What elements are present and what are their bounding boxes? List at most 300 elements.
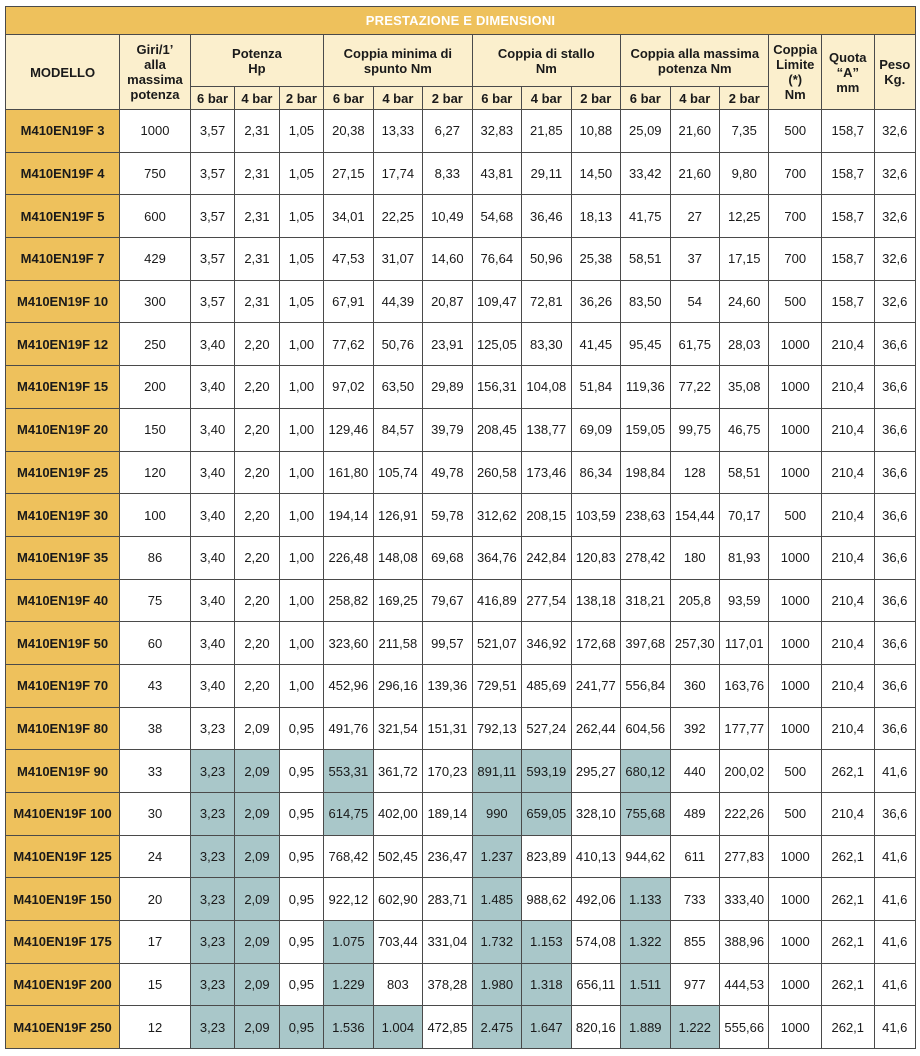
cell-stall-4bar: 277,54 xyxy=(522,579,571,622)
cell-model: M410EN19F 12 xyxy=(6,323,120,366)
cell-hp-6bar: 3,23 xyxy=(190,750,234,793)
cell-min-2bar: 14,60 xyxy=(423,238,472,281)
cell-max-4bar: 180 xyxy=(670,536,719,579)
cell-max-6bar: 1.889 xyxy=(621,1006,670,1049)
cell-stall-4bar: 1.647 xyxy=(522,1006,571,1049)
cell-min-2bar: 170,23 xyxy=(423,750,472,793)
cell-max-4bar: 205,8 xyxy=(670,579,719,622)
cell-stall-6bar: 1.485 xyxy=(472,878,521,921)
cell-peso: 36,6 xyxy=(874,408,915,451)
table-row xyxy=(6,579,916,622)
cell-max-2bar: 555,66 xyxy=(720,1006,769,1049)
cell-min-4bar: 84,57 xyxy=(373,408,422,451)
cell-hp-6bar: 3,23 xyxy=(190,707,234,750)
cell-max-6bar: 556,84 xyxy=(621,664,670,707)
cell-coppia-limite: 500 xyxy=(769,110,822,153)
cell-quota: 158,7 xyxy=(822,195,875,238)
cell-hp-2bar: 1,05 xyxy=(279,110,323,153)
cell-coppia-limite: 1000 xyxy=(769,878,822,921)
cell-min-4bar: 17,74 xyxy=(373,152,422,195)
cell-stall-2bar: 492,06 xyxy=(571,878,620,921)
cell-stall-6bar: 260,58 xyxy=(472,451,521,494)
cell-stall-2bar: 328,10 xyxy=(571,793,620,836)
cell-max-4bar: 1.222 xyxy=(670,1006,719,1049)
cell-model: M410EN19F 4 xyxy=(6,152,120,195)
cell-hp-4bar: 2,20 xyxy=(235,323,279,366)
cell-stall-2bar: 25,38 xyxy=(571,238,620,281)
cell-hp-2bar: 0,95 xyxy=(279,963,323,1006)
cell-max-6bar: 318,21 xyxy=(621,579,670,622)
cell-giri: 300 xyxy=(120,280,191,323)
cell-max-4bar: 360 xyxy=(670,664,719,707)
cell-stall-6bar: 521,07 xyxy=(472,622,521,665)
cell-min-4bar: 321,54 xyxy=(373,707,422,750)
cell-giri: 38 xyxy=(120,707,191,750)
cell-stall-6bar: 1.980 xyxy=(472,963,521,1006)
cell-min-6bar: 323,60 xyxy=(324,622,373,665)
header-pressure: 4 bar xyxy=(235,87,279,110)
cell-model: M410EN19F 50 xyxy=(6,622,120,665)
cell-giri: 30 xyxy=(120,793,191,836)
cell-max-2bar: 222,26 xyxy=(720,793,769,836)
cell-hp-4bar: 2,20 xyxy=(235,408,279,451)
cell-stall-6bar: 792,13 xyxy=(472,707,521,750)
cell-peso: 32,6 xyxy=(874,110,915,153)
cell-peso: 36,6 xyxy=(874,536,915,579)
cell-stall-2bar: 10,88 xyxy=(571,110,620,153)
cell-peso: 32,6 xyxy=(874,280,915,323)
cell-stall-6bar: 109,47 xyxy=(472,280,521,323)
cell-hp-4bar: 2,09 xyxy=(235,835,279,878)
cell-hp-6bar: 3,40 xyxy=(190,366,234,409)
cell-giri: 75 xyxy=(120,579,191,622)
cell-min-2bar: 49,78 xyxy=(423,451,472,494)
cell-stall-6bar: 43,81 xyxy=(472,152,521,195)
cell-model: M410EN19F 250 xyxy=(6,1006,120,1049)
cell-peso: 41,6 xyxy=(874,878,915,921)
cell-peso: 41,6 xyxy=(874,963,915,1006)
cell-max-2bar: 28,03 xyxy=(720,323,769,366)
cell-max-4bar: 154,44 xyxy=(670,494,719,537)
cell-max-4bar: 37 xyxy=(670,238,719,281)
cell-hp-4bar: 2,31 xyxy=(235,280,279,323)
cell-hp-6bar: 3,57 xyxy=(190,195,234,238)
cell-min-2bar: 79,67 xyxy=(423,579,472,622)
cell-model: M410EN19F 15 xyxy=(6,366,120,409)
table-row xyxy=(6,494,916,537)
cell-hp-2bar: 1,00 xyxy=(279,366,323,409)
cell-stall-4bar: 988,62 xyxy=(522,878,571,921)
cell-min-2bar: 6,27 xyxy=(423,110,472,153)
table-row xyxy=(6,366,916,409)
cell-quota: 210,4 xyxy=(822,664,875,707)
cell-giri: 600 xyxy=(120,195,191,238)
cell-min-2bar: 378,28 xyxy=(423,963,472,1006)
cell-quota: 262,1 xyxy=(822,835,875,878)
cell-hp-4bar: 2,09 xyxy=(235,963,279,1006)
cell-hp-6bar: 3,40 xyxy=(190,536,234,579)
table-row xyxy=(6,750,916,793)
cell-stall-4bar: 659,05 xyxy=(522,793,571,836)
cell-peso: 32,6 xyxy=(874,152,915,195)
cell-coppia-limite: 700 xyxy=(769,195,822,238)
cell-min-2bar: 39,79 xyxy=(423,408,472,451)
cell-max-4bar: 855 xyxy=(670,921,719,964)
cell-max-2bar: 177,77 xyxy=(720,707,769,750)
table-row xyxy=(6,536,916,579)
table-row xyxy=(6,451,916,494)
cell-hp-6bar: 3,57 xyxy=(190,110,234,153)
cell-hp-2bar: 0,95 xyxy=(279,878,323,921)
cell-hp-2bar: 1,05 xyxy=(279,238,323,281)
cell-giri: 200 xyxy=(120,366,191,409)
cell-coppia-limite: 1000 xyxy=(769,579,822,622)
cell-coppia-limite: 500 xyxy=(769,793,822,836)
cell-hp-4bar: 2,09 xyxy=(235,750,279,793)
cell-hp-4bar: 2,31 xyxy=(235,238,279,281)
cell-max-2bar: 9,80 xyxy=(720,152,769,195)
cell-stall-6bar: 364,76 xyxy=(472,536,521,579)
header-peso: Peso Kg. xyxy=(874,35,915,110)
cell-quota: 158,7 xyxy=(822,110,875,153)
table-row xyxy=(6,664,916,707)
header-quota: Quota “A” mm xyxy=(822,35,875,110)
cell-hp-4bar: 2,31 xyxy=(235,110,279,153)
cell-stall-4bar: 21,85 xyxy=(522,110,571,153)
cell-hp-6bar: 3,40 xyxy=(190,579,234,622)
cell-model: M410EN19F 30 xyxy=(6,494,120,537)
cell-max-6bar: 397,68 xyxy=(621,622,670,665)
cell-peso: 32,6 xyxy=(874,195,915,238)
cell-stall-2bar: 172,68 xyxy=(571,622,620,665)
cell-giri: 24 xyxy=(120,835,191,878)
cell-max-4bar: 257,30 xyxy=(670,622,719,665)
cell-stall-4bar: 36,46 xyxy=(522,195,571,238)
cell-stall-6bar: 1.237 xyxy=(472,835,521,878)
cell-max-2bar: 444,53 xyxy=(720,963,769,1006)
cell-quota: 210,4 xyxy=(822,494,875,537)
cell-min-6bar: 1.075 xyxy=(324,921,373,964)
cell-min-2bar: 69,68 xyxy=(423,536,472,579)
cell-stall-4bar: 104,08 xyxy=(522,366,571,409)
cell-max-4bar: 21,60 xyxy=(670,110,719,153)
cell-hp-6bar: 3,57 xyxy=(190,280,234,323)
cell-min-6bar: 922,12 xyxy=(324,878,373,921)
cell-hp-6bar: 3,23 xyxy=(190,1006,234,1049)
cell-stall-4bar: 208,15 xyxy=(522,494,571,537)
cell-stall-2bar: 820,16 xyxy=(571,1006,620,1049)
cell-hp-4bar: 2,20 xyxy=(235,622,279,665)
table-row xyxy=(6,921,916,964)
cell-min-2bar: 20,87 xyxy=(423,280,472,323)
cell-stall-4bar: 173,46 xyxy=(522,451,571,494)
cell-giri: 86 xyxy=(120,536,191,579)
cell-stall-2bar: 120,83 xyxy=(571,536,620,579)
cell-max-6bar: 159,05 xyxy=(621,408,670,451)
cell-max-4bar: 61,75 xyxy=(670,323,719,366)
cell-hp-6bar: 3,23 xyxy=(190,878,234,921)
cell-stall-4bar: 823,89 xyxy=(522,835,571,878)
cell-min-4bar: 105,74 xyxy=(373,451,422,494)
cell-stall-2bar: 574,08 xyxy=(571,921,620,964)
cell-coppia-limite: 1000 xyxy=(769,1006,822,1049)
cell-max-4bar: 489 xyxy=(670,793,719,836)
cell-min-4bar: 703,44 xyxy=(373,921,422,964)
cell-peso: 41,6 xyxy=(874,750,915,793)
cell-min-6bar: 27,15 xyxy=(324,152,373,195)
cell-min-2bar: 151,31 xyxy=(423,707,472,750)
cell-quota: 158,7 xyxy=(822,280,875,323)
table-row xyxy=(6,835,916,878)
cell-hp-6bar: 3,40 xyxy=(190,451,234,494)
cell-hp-4bar: 2,20 xyxy=(235,366,279,409)
cell-min-6bar: 129,46 xyxy=(324,408,373,451)
cell-min-4bar: 602,90 xyxy=(373,878,422,921)
cell-max-2bar: 35,08 xyxy=(720,366,769,409)
table-title: PRESTAZIONE E DIMENSIONI xyxy=(6,7,916,35)
cell-hp-6bar: 3,23 xyxy=(190,793,234,836)
table-row xyxy=(6,793,916,836)
cell-max-2bar: 117,01 xyxy=(720,622,769,665)
cell-hp-2bar: 1,05 xyxy=(279,152,323,195)
cell-min-2bar: 29,89 xyxy=(423,366,472,409)
cell-model: M410EN19F 175 xyxy=(6,921,120,964)
cell-max-6bar: 58,51 xyxy=(621,238,670,281)
cell-coppia-limite: 500 xyxy=(769,280,822,323)
cell-model: M410EN19F 90 xyxy=(6,750,120,793)
cell-hp-2bar: 0,95 xyxy=(279,835,323,878)
cell-stall-2bar: 86,34 xyxy=(571,451,620,494)
table-row xyxy=(6,323,916,366)
header-giri: Giri/1’ alla massima potenza xyxy=(120,35,191,110)
table-body xyxy=(6,110,916,1049)
header-potenza: Potenza Hp xyxy=(190,35,323,87)
cell-hp-4bar: 2,09 xyxy=(235,878,279,921)
cell-model: M410EN19F 40 xyxy=(6,579,120,622)
cell-hp-4bar: 2,20 xyxy=(235,536,279,579)
cell-hp-6bar: 3,23 xyxy=(190,921,234,964)
cell-hp-4bar: 2,20 xyxy=(235,494,279,537)
cell-max-4bar: 54 xyxy=(670,280,719,323)
cell-peso: 36,6 xyxy=(874,793,915,836)
header-coppia-limite: Coppia Limite (*) Nm xyxy=(769,35,822,110)
cell-stall-2bar: 656,11 xyxy=(571,963,620,1006)
cell-model: M410EN19F 25 xyxy=(6,451,120,494)
cell-hp-2bar: 1,00 xyxy=(279,323,323,366)
cell-min-4bar: 296,16 xyxy=(373,664,422,707)
cell-max-6bar: 680,12 xyxy=(621,750,670,793)
cell-giri: 15 xyxy=(120,963,191,1006)
cell-coppia-limite: 500 xyxy=(769,750,822,793)
table-row xyxy=(6,1006,916,1049)
cell-stall-2bar: 410,13 xyxy=(571,835,620,878)
cell-stall-6bar: 990 xyxy=(472,793,521,836)
cell-min-6bar: 226,48 xyxy=(324,536,373,579)
cell-min-6bar: 97,02 xyxy=(324,366,373,409)
cell-max-2bar: 58,51 xyxy=(720,451,769,494)
cell-peso: 41,6 xyxy=(874,921,915,964)
cell-giri: 100 xyxy=(120,494,191,537)
cell-model: M410EN19F 150 xyxy=(6,878,120,921)
cell-min-2bar: 236,47 xyxy=(423,835,472,878)
header-pressure: 4 bar xyxy=(522,87,571,110)
cell-max-4bar: 77,22 xyxy=(670,366,719,409)
cell-min-6bar: 194,14 xyxy=(324,494,373,537)
cell-max-6bar: 944,62 xyxy=(621,835,670,878)
cell-stall-6bar: 76,64 xyxy=(472,238,521,281)
cell-min-6bar: 614,75 xyxy=(324,793,373,836)
cell-max-6bar: 1.511 xyxy=(621,963,670,1006)
cell-quota: 262,1 xyxy=(822,750,875,793)
cell-stall-6bar: 312,62 xyxy=(472,494,521,537)
cell-min-4bar: 148,08 xyxy=(373,536,422,579)
cell-stall-6bar: 2.475 xyxy=(472,1006,521,1049)
cell-max-4bar: 977 xyxy=(670,963,719,1006)
cell-min-2bar: 331,04 xyxy=(423,921,472,964)
cell-hp-2bar: 1,00 xyxy=(279,664,323,707)
cell-min-6bar: 768,42 xyxy=(324,835,373,878)
cell-giri: 20 xyxy=(120,878,191,921)
cell-hp-6bar: 3,57 xyxy=(190,152,234,195)
cell-giri: 250 xyxy=(120,323,191,366)
cell-quota: 210,4 xyxy=(822,323,875,366)
cell-quota: 262,1 xyxy=(822,963,875,1006)
cell-giri: 12 xyxy=(120,1006,191,1049)
cell-peso: 36,6 xyxy=(874,707,915,750)
cell-max-2bar: 70,17 xyxy=(720,494,769,537)
cell-coppia-limite: 1000 xyxy=(769,451,822,494)
cell-min-2bar: 283,71 xyxy=(423,878,472,921)
cell-model: M410EN19F 200 xyxy=(6,963,120,1006)
cell-min-4bar: 44,39 xyxy=(373,280,422,323)
cell-coppia-limite: 1000 xyxy=(769,664,822,707)
cell-quota: 262,1 xyxy=(822,878,875,921)
table-row xyxy=(6,110,916,153)
cell-quota: 158,7 xyxy=(822,238,875,281)
cell-hp-6bar: 3,57 xyxy=(190,238,234,281)
cell-hp-2bar: 1,00 xyxy=(279,494,323,537)
cell-hp-2bar: 1,00 xyxy=(279,408,323,451)
cell-stall-6bar: 208,45 xyxy=(472,408,521,451)
cell-stall-4bar: 242,84 xyxy=(522,536,571,579)
table-row xyxy=(6,238,916,281)
cell-coppia-limite: 1000 xyxy=(769,707,822,750)
cell-giri: 60 xyxy=(120,622,191,665)
cell-quota: 210,4 xyxy=(822,707,875,750)
cell-max-2bar: 81,93 xyxy=(720,536,769,579)
cell-coppia-limite: 1000 xyxy=(769,366,822,409)
header-pressure: 2 bar xyxy=(423,87,472,110)
cell-min-2bar: 23,91 xyxy=(423,323,472,366)
cell-min-4bar: 402,00 xyxy=(373,793,422,836)
cell-giri: 150 xyxy=(120,408,191,451)
cell-quota: 210,4 xyxy=(822,793,875,836)
cell-min-6bar: 1.536 xyxy=(324,1006,373,1049)
cell-coppia-limite: 1000 xyxy=(769,921,822,964)
table-row xyxy=(6,622,916,665)
cell-peso: 36,6 xyxy=(874,664,915,707)
cell-min-6bar: 452,96 xyxy=(324,664,373,707)
cell-min-2bar: 10,49 xyxy=(423,195,472,238)
table-row xyxy=(6,408,916,451)
cell-coppia-limite: 1000 xyxy=(769,323,822,366)
cell-stall-6bar: 416,89 xyxy=(472,579,521,622)
cell-stall-2bar: 14,50 xyxy=(571,152,620,195)
cell-stall-4bar: 346,92 xyxy=(522,622,571,665)
header-coppia-massima: Coppia alla massima potenza Nm xyxy=(621,35,769,87)
cell-min-4bar: 126,91 xyxy=(373,494,422,537)
cell-max-6bar: 119,36 xyxy=(621,366,670,409)
cell-max-2bar: 163,76 xyxy=(720,664,769,707)
cell-hp-2bar: 0,95 xyxy=(279,921,323,964)
cell-max-4bar: 21,60 xyxy=(670,152,719,195)
cell-stall-4bar: 1.318 xyxy=(522,963,571,1006)
cell-giri: 1000 xyxy=(120,110,191,153)
cell-max-6bar: 1.133 xyxy=(621,878,670,921)
table-row xyxy=(6,280,916,323)
cell-giri: 120 xyxy=(120,451,191,494)
cell-peso: 41,6 xyxy=(874,835,915,878)
cell-min-6bar: 553,31 xyxy=(324,750,373,793)
cell-max-6bar: 41,75 xyxy=(621,195,670,238)
cell-hp-4bar: 2,31 xyxy=(235,152,279,195)
cell-giri: 429 xyxy=(120,238,191,281)
cell-stall-4bar: 593,19 xyxy=(522,750,571,793)
cell-peso: 36,6 xyxy=(874,622,915,665)
cell-model: M410EN19F 5 xyxy=(6,195,120,238)
cell-min-4bar: 502,45 xyxy=(373,835,422,878)
cell-min-4bar: 22,25 xyxy=(373,195,422,238)
cell-min-4bar: 31,07 xyxy=(373,238,422,281)
cell-peso: 41,6 xyxy=(874,1006,915,1049)
cell-peso: 36,6 xyxy=(874,579,915,622)
cell-max-4bar: 440 xyxy=(670,750,719,793)
cell-stall-6bar: 32,83 xyxy=(472,110,521,153)
cell-max-2bar: 46,75 xyxy=(720,408,769,451)
cell-hp-4bar: 2,20 xyxy=(235,451,279,494)
cell-min-6bar: 67,91 xyxy=(324,280,373,323)
cell-coppia-limite: 1000 xyxy=(769,408,822,451)
cell-stall-2bar: 295,27 xyxy=(571,750,620,793)
cell-stall-2bar: 138,18 xyxy=(571,579,620,622)
cell-hp-2bar: 1,00 xyxy=(279,622,323,665)
cell-stall-4bar: 1.153 xyxy=(522,921,571,964)
cell-max-6bar: 604,56 xyxy=(621,707,670,750)
cell-stall-2bar: 262,44 xyxy=(571,707,620,750)
cell-max-6bar: 1.322 xyxy=(621,921,670,964)
cell-stall-2bar: 241,77 xyxy=(571,664,620,707)
cell-hp-4bar: 2,09 xyxy=(235,1006,279,1049)
cell-hp-6bar: 3,40 xyxy=(190,664,234,707)
cell-giri: 33 xyxy=(120,750,191,793)
cell-coppia-limite: 1000 xyxy=(769,835,822,878)
cell-stall-2bar: 18,13 xyxy=(571,195,620,238)
cell-min-2bar: 99,57 xyxy=(423,622,472,665)
cell-max-6bar: 95,45 xyxy=(621,323,670,366)
cell-max-6bar: 83,50 xyxy=(621,280,670,323)
cell-coppia-limite: 1000 xyxy=(769,536,822,579)
header-coppia-minima: Coppia minima di spunto Nm xyxy=(324,35,472,87)
cell-peso: 36,6 xyxy=(874,366,915,409)
cell-quota: 210,4 xyxy=(822,408,875,451)
header-pressure: 4 bar xyxy=(670,87,719,110)
cell-hp-4bar: 2,20 xyxy=(235,579,279,622)
cell-max-6bar: 755,68 xyxy=(621,793,670,836)
cell-min-2bar: 472,85 xyxy=(423,1006,472,1049)
cell-stall-2bar: 103,59 xyxy=(571,494,620,537)
cell-max-2bar: 277,83 xyxy=(720,835,769,878)
cell-quota: 210,4 xyxy=(822,536,875,579)
